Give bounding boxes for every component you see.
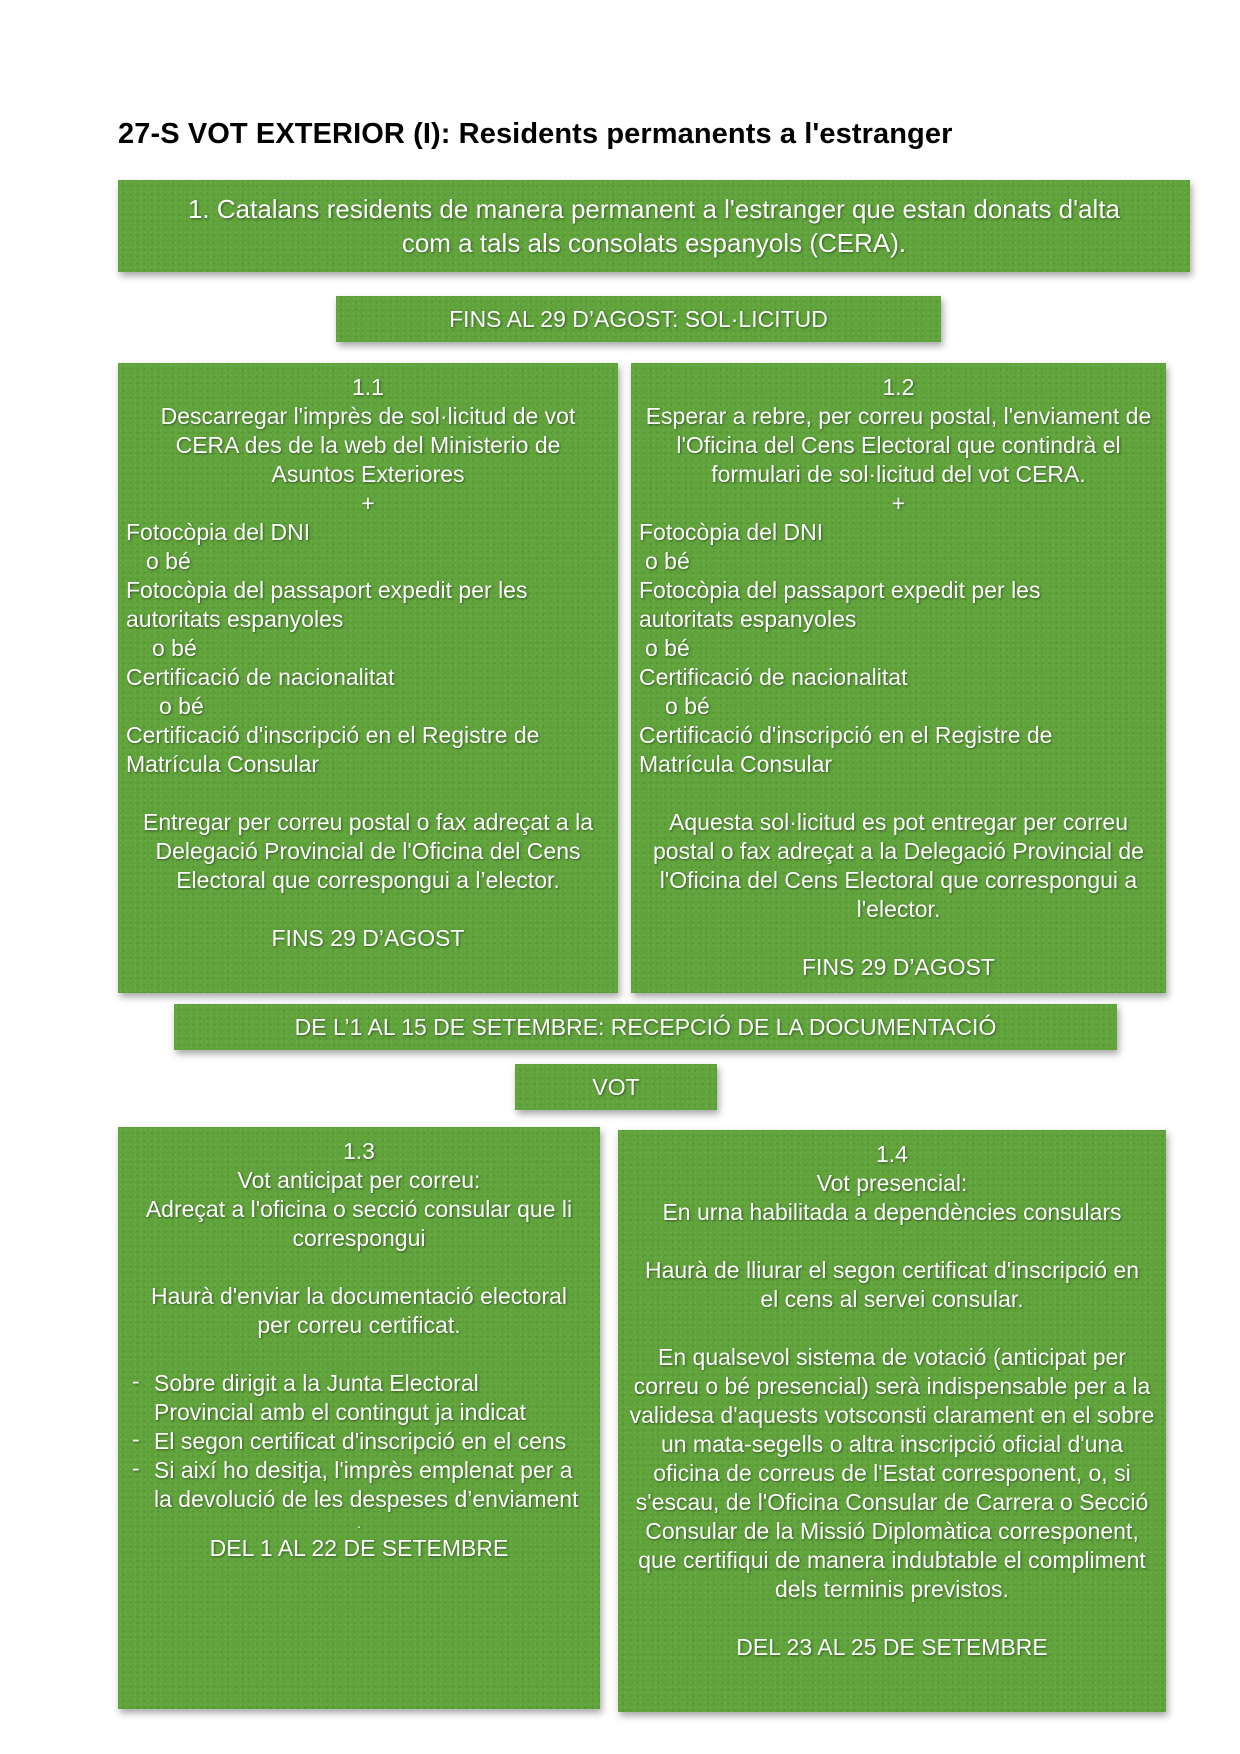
intro-line-1: 1. Catalans residents de manera permanent a l'estranger que estan donats d'alta — [187, 194, 1121, 224]
page-title: 27-S VOT EXTERIOR (I): Residents permanents a l'estranger — [118, 118, 953, 150]
box-1-1-heading: Descarregar l'imprès de sol·licitud de vot CERA des de la web del Ministerio de Asuntos Exteriores — [160, 403, 576, 487]
box-1-1-doc-registry: Certificació d'inscripció en el Registre de Matrícula Consular — [126, 722, 540, 777]
list-item: - Si així ho desitja, l'imprès emplenat per a la devolució de les despeses d’enviament — [126, 1456, 582, 1514]
list-item: - El segon certificat d'inscripció en el cens — [126, 1427, 582, 1456]
banner-request-text: FINS AL 29 D’AGOST: SOL·LICITUD — [449, 305, 828, 332]
box-1-4-deliver: Haurà de lliurar el segon certificat d'inscripció en el cens al servei consular. — [644, 1257, 1140, 1312]
box-1-3-list — [126, 1369, 592, 1514]
box-1-1 — [118, 363, 618, 993]
box-1-1-or-3: o bé — [159, 693, 204, 719]
banner-reception — [174, 1004, 1117, 1050]
box-1-2-number: 1.2 — [882, 374, 915, 400]
box-1-3-sub: Adreçat a l'oficina o secció consular que li correspongui — [145, 1196, 573, 1251]
box-1-2-doc-registry: Certificació d'inscripció en el Registre de Matrícula Consular — [639, 722, 1053, 777]
box-1-2-doc-dni: Fotocòpia del DNI — [639, 519, 824, 545]
box-1-4-deadline: DEL 23 AL 25 DE SETEMBRE — [736, 1634, 1048, 1660]
box-1-1-delivery: Entregar per correu postal o fax adreçat a la Delegació Provincial de l'Oficina del Cens Electoral que correspongui a l’elector. — [142, 809, 594, 893]
box-1-2-or-3: o bé — [665, 693, 710, 719]
box-1-1-doc-passport: Fotocòpia del passaport expedit per les autoritats espanyoles — [126, 577, 528, 632]
box-1-3-send: Haurà d'enviar la documentació electoral per correu certificat. — [150, 1283, 568, 1338]
box-1-2-heading: Esperar a rebre, per correu postal, l'enviament de l'Oficina del Cens Electoral que contindrà el formulari de sol·licitud del vot CERA. — [645, 403, 1152, 487]
box-1-4 — [618, 1130, 1166, 1712]
box-1-2-plus: + — [891, 490, 906, 516]
box-1-4-note: En qualsevol sistema de votació (anticipat per correu o bé presencial) serà indispensable per a la validesa d'aquests votsconsti clarament en el sobre un mata-segells o altra inscripció oficial d'una oficina de correus de l'Estat corresponent, o, si s'escau, de l'Oficina Consular de Carrera o Secció Consular de la Missió Diplomàtica corresponent, que certifiqui de manera indubtable el compliment dels terminis previstos. — [629, 1344, 1155, 1602]
box-1-2-or-1: o bé — [645, 548, 690, 574]
box-1-1-or-2: o bé — [152, 635, 197, 661]
banner-request — [336, 296, 941, 342]
box-1-1-number: 1.1 — [352, 374, 384, 400]
banner-reception-text: DE L’1 AL 15 DE SETEMBRE: RECEPCIÓ DE LA DOCUMENTACIÓ — [294, 1013, 997, 1040]
box-1-3-deadline: DEL 1 AL 22 DE SETEMBRE — [209, 1535, 509, 1561]
box-1-3-heading: Vot anticipat per correu: — [237, 1167, 481, 1193]
box-1-1-deadline: FINS 29 D’AGOST — [271, 925, 465, 951]
box-1-2 — [631, 363, 1166, 993]
box-1-2-doc-nationality: Certificació de nacionalitat — [639, 664, 908, 690]
box-1-2-deadline: FINS 29 D’AGOST — [802, 954, 995, 980]
box-1-4-number: 1.4 — [876, 1141, 908, 1167]
box-1-2-delivery: Aquesta sol·licitud es pot entregar per correu postal o fax adreçat a la Delegació Provincial de l'Oficina del Cens Electoral que correspongui a l'elector. — [653, 809, 1144, 922]
box-1-2-or-2: o bé — [645, 635, 690, 661]
box-1-3-number: 1.3 — [343, 1138, 375, 1164]
intro-line-2: com a tals als consolats espanyols (CERA). — [401, 228, 907, 258]
list-item: - Sobre dirigit a la Junta Electoral Provincial amb el contingut ja indicat — [126, 1369, 582, 1427]
box-1-3-dot: . — [357, 1515, 361, 1531]
box-1-4-sub: En urna habilitada a dependències consulars — [662, 1199, 1122, 1225]
intro-box — [118, 180, 1190, 272]
banner-vote — [515, 1064, 717, 1110]
box-1-3 — [118, 1127, 600, 1709]
box-1-1-plus: + — [361, 490, 375, 516]
box-1-1-doc-nationality: Certificació de nacionalitat — [126, 664, 395, 690]
box-1-2-doc-passport: Fotocòpia del passaport expedit per les autoritats espanyoles — [639, 577, 1041, 632]
box-1-4-heading: Vot presencial: — [816, 1170, 968, 1196]
box-1-1-or-1: o bé — [146, 548, 191, 574]
box-1-1-doc-dni: Fotocòpia del DNI — [126, 519, 311, 545]
banner-vote-text: VOT — [592, 1073, 640, 1100]
